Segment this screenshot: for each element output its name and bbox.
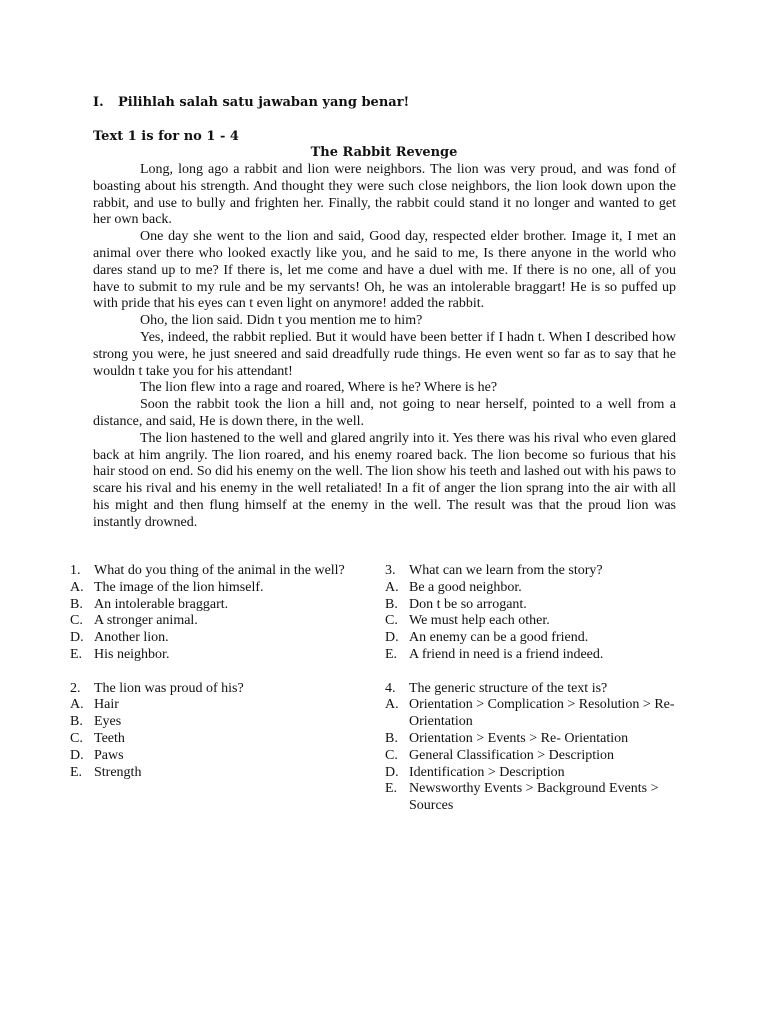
story-paragraph: Yes, indeed, the rabbit replied. But it would have been better if I hadn t. When I described how strong you were, he just sneered and said dreadfully rude things. He even went so far as to say that he wouldn t take you for his attendant! [93, 329, 676, 379]
story-paragraph: The lion flew into a rage and roared, Where is he? Where is he? [140, 380, 498, 396]
option-letter: E. [385, 646, 398, 662]
option-text: General Classification > Description [409, 747, 615, 763]
question-text: The lion was proud of his? [94, 680, 244, 696]
option-letter: D. [385, 630, 399, 646]
option-text: Hair [94, 697, 119, 713]
option [70, 714, 362, 731]
option-letter: A. [70, 579, 84, 595]
text-note: Text 1 is for no 1 - 4 [93, 129, 239, 144]
option-text: Orientation > Complication > Resolution > Re-Orientation [409, 697, 675, 730]
question-text: What can we learn from the story? [409, 563, 603, 578]
questions-column-right [385, 563, 677, 815]
option [70, 748, 362, 765]
option [70, 630, 362, 647]
option [385, 781, 677, 815]
option [70, 580, 362, 597]
story-text [93, 162, 676, 532]
option-letter: C. [385, 613, 398, 629]
questions-column-left [70, 563, 362, 781]
option-text: A friend in need is a friend indeed. [409, 646, 604, 662]
question-number: 4. [385, 680, 396, 696]
story-paragraph: One day she went to the lion and said, Good day, respected elder brother. Image it, I met an animal over there who looked exactly like you, and he said to me, Is there anyone in the world who dares stand up to me? If there is, let me come and have a duel with me. If there is no one, all of you have to submit to my rule and be my servants! Oh, he was an intolerable braggart! He is so puffed up with pride that his eyes can t even light on anymore! added the rabbit. [93, 229, 676, 312]
question-number: 2. [70, 680, 81, 696]
question-4 [385, 681, 677, 815]
story-paragraph: Long, long ago a rabbit and lion were neighbors. The lion was very proud, and was fond of boasting about his strength. And thought they were such close neighbors, the lion look down upon the rabbit, and use to bully and frighten her. Finally, the rabbit could stand it no longer and wanted to get her own back. [93, 162, 676, 228]
option [70, 647, 362, 664]
option [385, 613, 677, 630]
option [385, 597, 677, 614]
option [70, 697, 362, 714]
option-letter: D. [70, 630, 84, 646]
question-number: 3. [385, 563, 396, 578]
option-text: Don t be so arrogant. [409, 596, 527, 612]
option-letter: C. [70, 613, 83, 629]
option [70, 731, 362, 748]
option [70, 765, 362, 782]
option [385, 748, 677, 765]
story-paragraph: The lion hastened to the well and glared angrily into it. Yes there was his rival who even glared back at him angrily. The lion roared, and his enemy roared back. The lion become so furious that his hair stood on end. So did his enemy on the well. The lion show his teeth and lashed out with his paws to scare his rival and his enemy in the well retaliated! In a fit of anger the lion sprang into the air with all his might and then flung himself at the enemy in the well. The result was that the proud lion was instantly drowned. [93, 430, 677, 530]
option-letter: B. [385, 730, 398, 746]
option-text: Orientation > Events > Re- Orientation [409, 730, 629, 746]
question-2 [70, 681, 362, 782]
question-3 [385, 563, 677, 664]
story-title: The Rabbit Revenge [310, 145, 458, 160]
option-letter: A. [385, 697, 399, 713]
option-text: We must help each other. [409, 613, 550, 629]
section-heading [93, 95, 409, 110]
question-1 [70, 563, 362, 664]
option-text: Strength [94, 764, 142, 780]
question-text: The generic structure of the text is? [409, 680, 608, 696]
option [385, 630, 677, 647]
option-letter: C. [385, 747, 398, 763]
option-letter: D. [385, 764, 399, 780]
section-number: I. [93, 95, 104, 110]
option [385, 647, 677, 664]
option-text: Identification > Description [409, 764, 565, 780]
option-text: An enemy can be a good friend. [409, 630, 589, 646]
option-text: Newsworthy Events > Background Events > Sources [409, 781, 659, 814]
story-paragraph: Oho, the lion said. Didn t you mention me to him? [140, 313, 423, 329]
option-letter: E. [385, 781, 398, 797]
option [385, 765, 677, 782]
option-text: The image of the lion himself. [94, 579, 264, 595]
option-letter: B. [70, 596, 83, 612]
option-text: His neighbor. [94, 646, 170, 662]
option [385, 731, 677, 748]
option-letter: B. [70, 714, 83, 730]
option [70, 597, 362, 614]
option-letter: C. [70, 730, 83, 746]
section-instruction: Pilihlah salah satu jawaban yang benar! [118, 95, 410, 110]
option-text: A stronger animal. [94, 613, 198, 629]
option-text: Paws [94, 747, 124, 763]
option-text: Be a good neighbor. [409, 579, 522, 595]
option-letter: B. [385, 596, 398, 612]
story-paragraph: Soon the rabbit took the lion a hill and, not going to near herself, pointed to a well from a distance, and said, He is down there, in the well. [93, 397, 676, 429]
option-text: Another lion. [94, 630, 169, 646]
option [385, 697, 677, 731]
option-letter: E. [70, 646, 83, 662]
question-number: 1. [70, 563, 81, 578]
option-letter: A. [70, 697, 84, 713]
option-text: An intolerable braggart. [94, 596, 229, 612]
question-text: What do you thing of the animal in the well? [94, 563, 345, 578]
option [385, 580, 677, 597]
option-letter: A. [385, 579, 399, 595]
option-letter: E. [70, 764, 83, 780]
option-text: Teeth [94, 730, 125, 746]
option-letter: D. [70, 747, 84, 763]
option [70, 613, 362, 630]
option-text: Eyes [94, 714, 122, 730]
